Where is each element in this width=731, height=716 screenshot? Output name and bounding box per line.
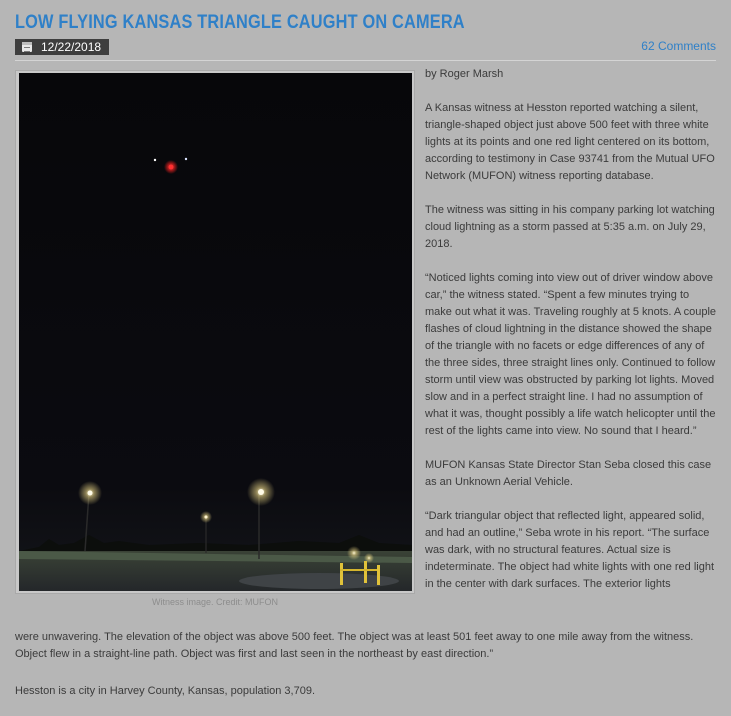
post-date: 12/22/2018 (41, 40, 102, 54)
date-badge (15, 39, 109, 55)
paragraph: The witness was sitting in his company parking lot watching cloud lightning as a storm passed at 5:35 a.m. on July 29, 2018. (425, 204, 715, 250)
paragraph: “Noticed lights coming into view out of driver window above car,” the witness stated. “Spent a few minutes trying to make out what it was. Traveling roughly at 5 knots. A couple flashes of cloud lightning in the distance showed the shape of the triangle with no facets or edge differences of any of the three sides, three straight lines only. Continued to follow storm until view was obstructed by parking lot lights. Moved slow and in a perfect straight line. I had no assumption of what it was, thought possibly a life watch helicopter until the rest of the lights came into view. No sound that I heard.” (425, 272, 717, 437)
article-body (425, 66, 717, 593)
paragraph: MUFON Kansas State Director Stan Seba closed this case as an Unknown Aerial Vehicle. (425, 459, 712, 488)
quote-paragraph-end: were unwavering. The elevation of the object was above 500 feet. The object was at least 501 feet away to one mile away from the witness. Object flew in a straight-line path. Object was first and last seen in the northeast by east direction.” (15, 631, 694, 660)
byline: by Roger Marsh (425, 68, 504, 80)
comments-link[interactable]: 62 Comments (641, 39, 716, 53)
paragraph: A Kansas witness at Hesston reported watching a silent, triangle-shaped object just above 500 feet with three white lights at its points and one red light centered on its bottom, according to testimony in Case 93741 from the Mutual UFO Network (MUFON) witness reporting database. (425, 102, 715, 182)
calendar-icon (22, 42, 32, 52)
quote-paragraph-start: “Dark triangular object that reflected light, appeared solid, and had an outline,” Seba wrote in his report. “The surface was dark, with no structural features. Actual size is indeterminate. The object had white lights with one red light in the center with dark surfaces. The exterior lights (425, 510, 715, 590)
witness-image-frame (15, 70, 415, 594)
witness-photo (19, 73, 412, 591)
closing-paragraph: Hesston is a city in Harvey County, Kansas, population 3,709. (15, 685, 316, 697)
image-caption: Witness image. Credit: MUFON (151, 597, 279, 607)
article-meta (15, 38, 716, 61)
article-title[interactable]: LOW FLYING KANSAS TRIANGLE CAUGHT ON CAMERA (15, 12, 465, 33)
